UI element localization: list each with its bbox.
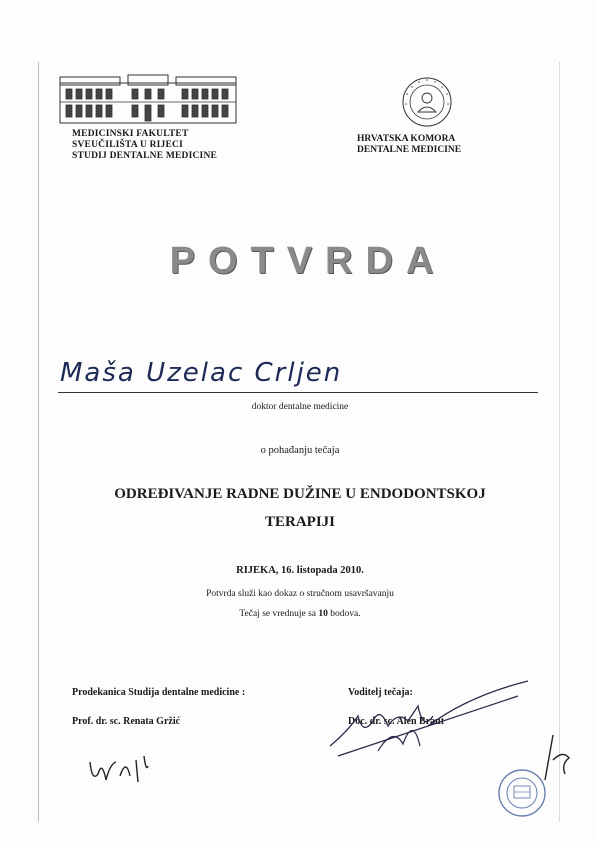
official-stamp-icon xyxy=(497,768,547,818)
right-signatory-name: Doc. dr. sc. Alen Braut xyxy=(348,716,445,727)
certificate-note: Potvrda služi kao dokaz o stručnom usavršavanju xyxy=(206,589,394,599)
name-underline xyxy=(58,392,538,393)
points-line xyxy=(60,609,540,619)
left-signatory-role: Prodekanica Studija dentalne medicine : xyxy=(72,687,246,698)
right-signature-icon xyxy=(318,676,548,766)
left-institution-line1: MEDICINSKI FAKULTET xyxy=(72,129,189,139)
points-value: 10 xyxy=(318,609,328,619)
left-signature-icon xyxy=(86,752,156,788)
recipient-name: Maša Uzelac Crljen xyxy=(60,358,343,388)
left-institution xyxy=(72,129,252,162)
points-suffix: bodova. xyxy=(330,609,361,619)
right-institution-line2: DENTALNE MEDICINE xyxy=(357,145,462,155)
left-institution-line3: STUDIJ DENTALNE MEDICINE xyxy=(72,151,218,161)
faculty-building-icon xyxy=(58,73,238,125)
points-prefix: Tečaj se vrednuje sa xyxy=(239,609,317,619)
left-signatory-name: Prof. dr. sc. Renata Gržić xyxy=(72,716,181,727)
right-institution-line1: HRVATSKA KOMORA xyxy=(357,134,456,144)
document-title: POTVRDA xyxy=(169,240,447,282)
right-institution xyxy=(357,134,497,156)
recipient-profession: doktor dentalne medicine xyxy=(251,402,349,412)
course-title-line1: ODREĐIVANJE RADNE DUŽINE U ENDODONTSKOJ xyxy=(114,486,486,502)
course-title-line2: TERAPIJI xyxy=(264,514,335,530)
right-signatory-role: Voditelj tečaja: xyxy=(348,687,413,698)
attendance-text: o pohađanju tečaja xyxy=(260,445,340,456)
course-title xyxy=(70,480,530,536)
place-date: RIJEKA, 16. listopada 2010. xyxy=(236,565,364,576)
chamber-seal-icon xyxy=(401,76,453,128)
left-institution-line2: SVEUČILIŠTA U RIJECI xyxy=(72,140,183,150)
